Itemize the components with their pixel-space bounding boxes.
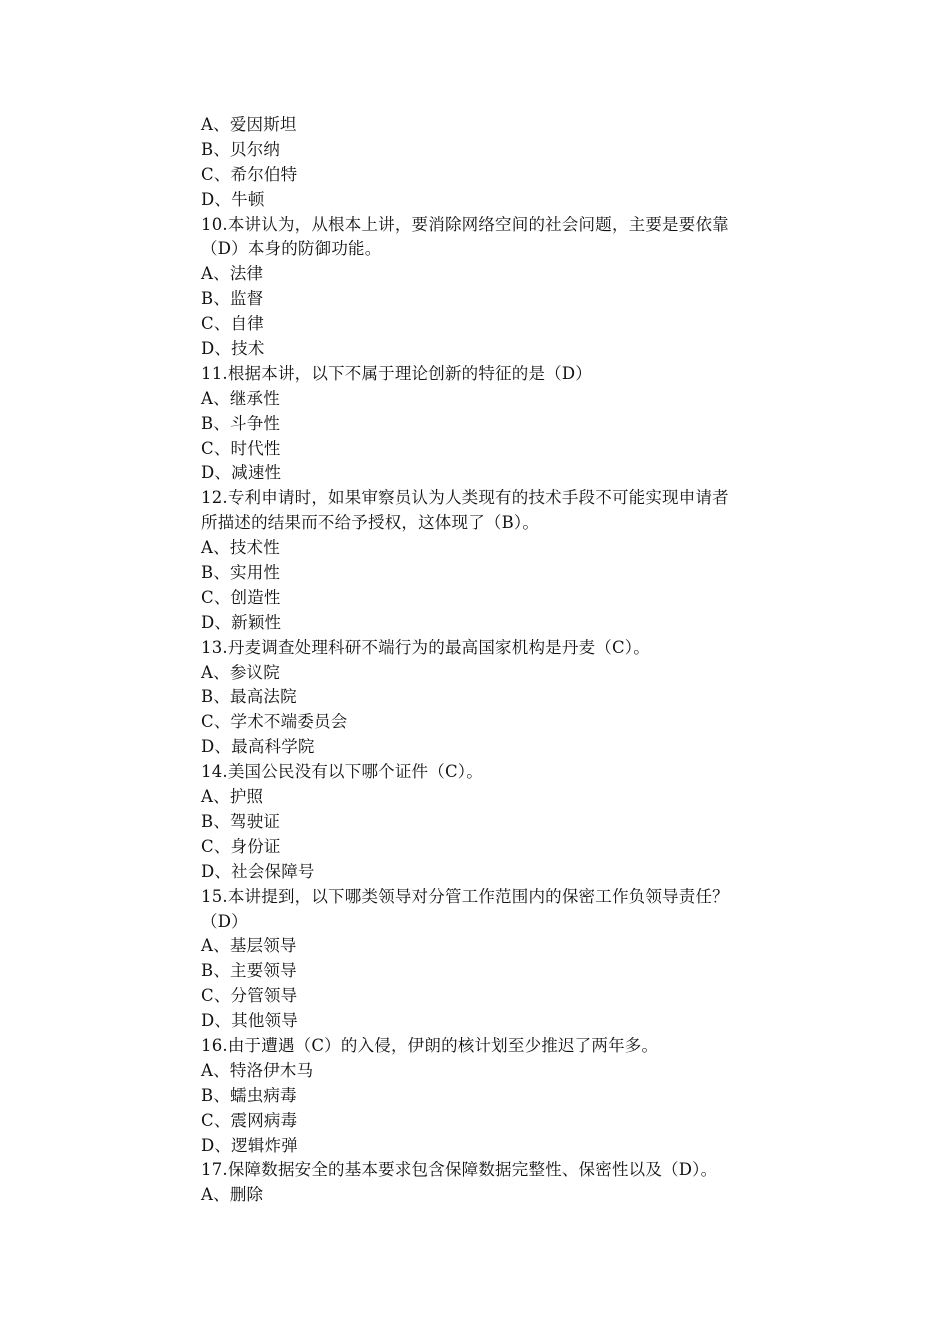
- text-line: 10.本讲认为，从根本上讲，要消除网络空间的社会问题，主要是要依靠: [201, 214, 729, 234]
- text-line: D、技术: [201, 339, 265, 359]
- text-line: C、身份证: [201, 836, 281, 856]
- text-line: D、最高科学院: [201, 737, 315, 757]
- text-line: 11.根据本讲，以下不属于理论创新的特征的是（D）: [201, 363, 592, 383]
- text-line: 13.丹麦调查处理科研不端行为的最高国家机构是丹麦（C）。: [201, 637, 650, 657]
- text-line: C、时代性: [201, 438, 281, 458]
- text-line: 15.本讲提到，以下哪类领导对分管工作范围内的保密工作负领导责任？: [201, 886, 729, 906]
- text-line: A、爱因斯坦: [201, 115, 297, 134]
- text-line: C、希尔伯特: [201, 164, 298, 184]
- text-line: B、驾驶证: [201, 811, 281, 831]
- text-line: D、牛顿: [201, 189, 265, 209]
- text-line: C、自律: [201, 314, 264, 334]
- text-line: A、特洛伊木马: [201, 1060, 314, 1080]
- text-line: A、继承性: [201, 388, 280, 408]
- text-line: A、删除: [201, 1185, 264, 1205]
- text-line: D、其他领导: [201, 1011, 298, 1031]
- text-line: B、蠕虫病毒: [201, 1085, 297, 1105]
- text-line: B、斗争性: [201, 413, 281, 433]
- text-line: 12.专利申请时，如果审察员认为人类现有的技术手段不可能实现申请者: [201, 488, 729, 508]
- text-line: B、监督: [201, 289, 264, 309]
- question-list: [201, 113, 821, 1208]
- text-line: D、减速性: [201, 463, 282, 483]
- text-line: 16.由于遭遇（C）的入侵，伊朗的核计划至少推迟了两年多。: [201, 1035, 659, 1055]
- text-line: C、震网病毒: [201, 1110, 298, 1130]
- text-line: B、最高法院: [201, 687, 297, 707]
- text-line: B、实用性: [201, 563, 281, 583]
- text-line: 17.保障数据安全的基本要求包含保障数据完整性、保密性以及（D）。: [201, 1160, 718, 1180]
- text-line: A、参议院: [201, 662, 280, 682]
- text-line: D、新颖性: [201, 612, 282, 632]
- text-line: A、技术性: [201, 538, 280, 558]
- text-line: C、学术不端委员会: [201, 712, 348, 732]
- text-line: （D）本身的防御功能。: [201, 239, 382, 259]
- text-line: 所描述的结果而不给予授权，这体现了（B）。: [201, 513, 540, 533]
- text-line: C、分管领导: [201, 986, 298, 1006]
- text-line: D、逻辑炸弹: [201, 1135, 298, 1155]
- text-line: D、社会保障号: [201, 861, 315, 881]
- text-line: （D）: [201, 911, 248, 931]
- text-line: A、护照: [201, 787, 264, 807]
- text-line: C、创造性: [201, 587, 281, 607]
- text-line: 14.美国公民没有以下哪个证件（C）。: [201, 762, 483, 782]
- text-line: B、主要领导: [201, 961, 297, 981]
- text-line: B、贝尔纳: [201, 139, 281, 159]
- text-line: A、基层领导: [201, 936, 297, 956]
- text-line: A、法律: [201, 264, 264, 284]
